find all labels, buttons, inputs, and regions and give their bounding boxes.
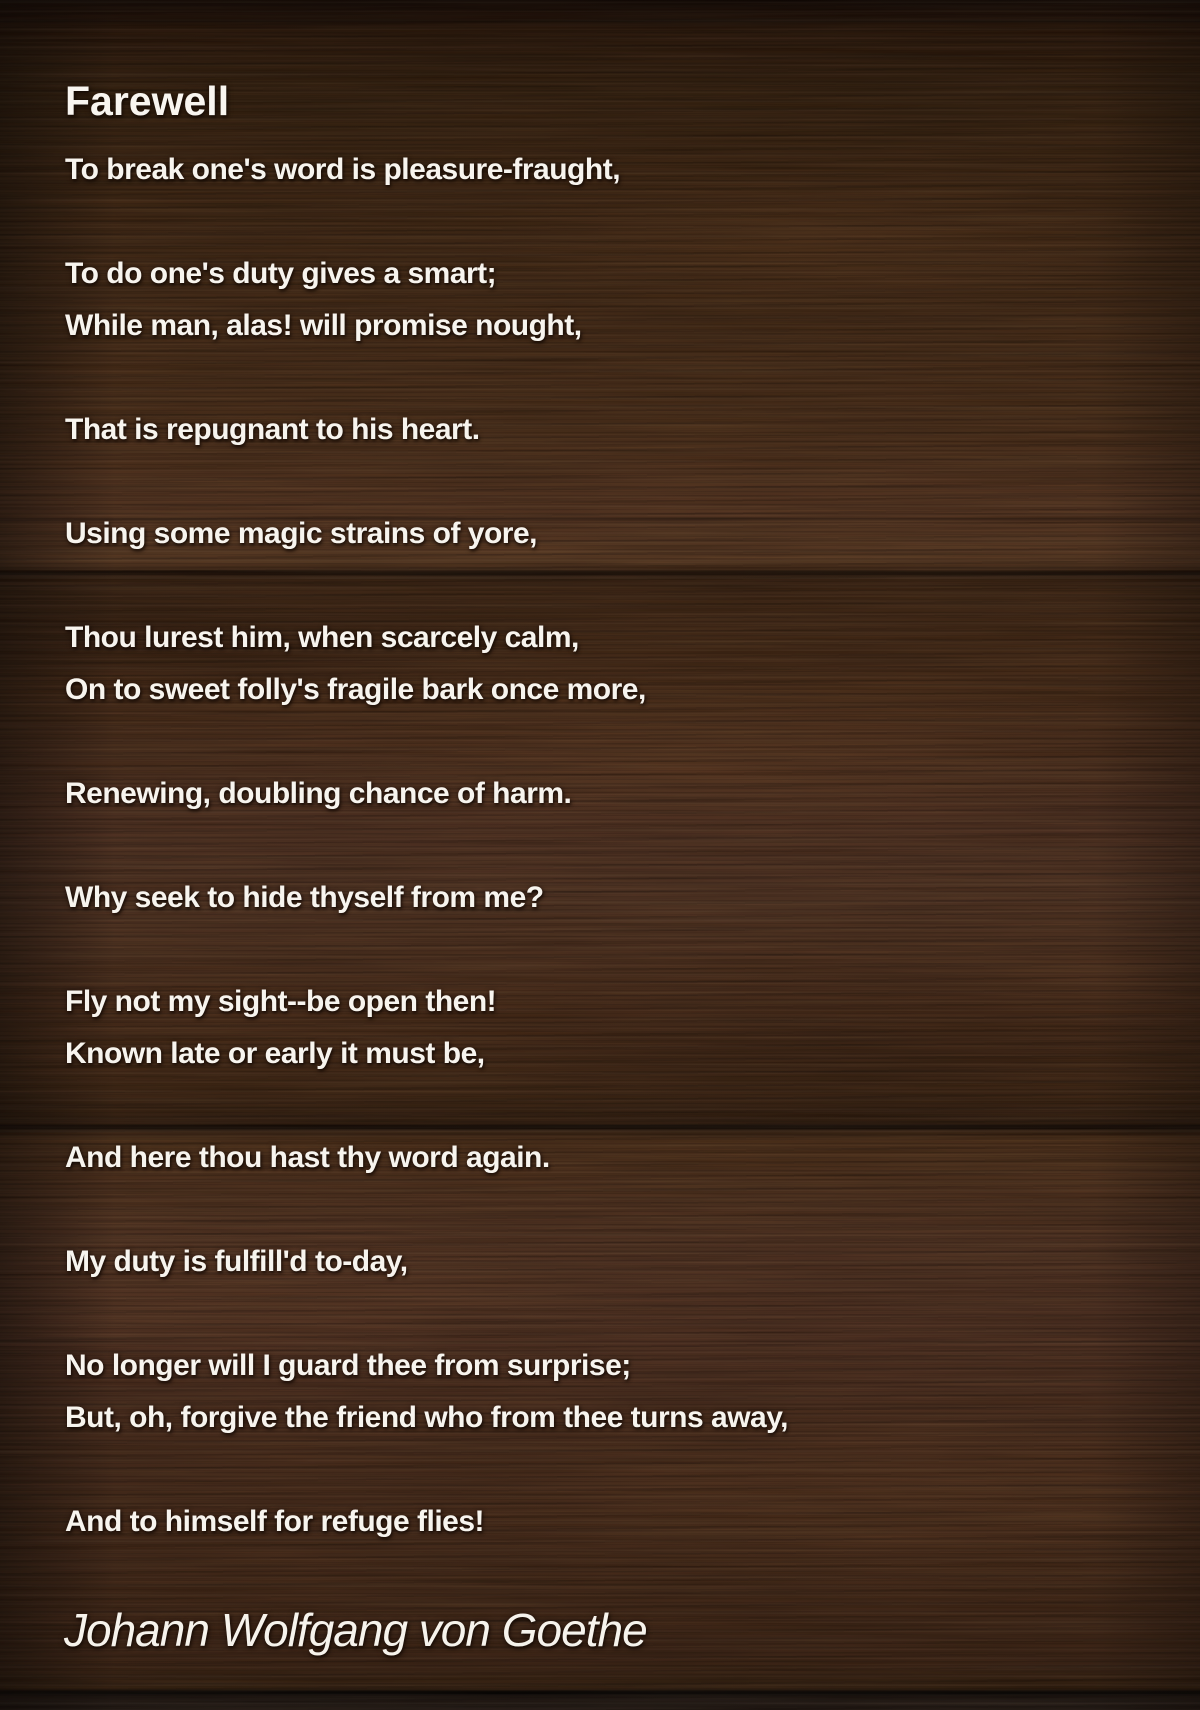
poem-stanza — [65, 976, 1160, 1080]
poem-stanza — [65, 248, 1160, 352]
poem-line: While man, alas! will promise nought, — [65, 309, 582, 342]
poem-line: Using some magic strains of yore, — [65, 517, 537, 550]
poem-line: And to himself for refuge flies! — [65, 1505, 485, 1538]
poem-author: Johann Wolfgang von Goethe — [64, 1604, 647, 1656]
poem-line: And here thou hast thy word again. — [65, 1141, 550, 1174]
poem-line: Thou lurest him, when scarcely calm, — [65, 621, 579, 654]
poem-stanza — [65, 768, 1160, 820]
poem-line: Renewing, doubling chance of harm. — [65, 777, 572, 810]
poem-line: Fly not my sight--be open then! — [65, 985, 497, 1018]
poem-stanza — [65, 144, 1160, 196]
poem-title: Farewell — [65, 78, 230, 125]
poem-line: On to sweet folly's fragile bark once more, — [65, 673, 646, 706]
poem-stanza — [65, 1236, 1160, 1288]
poem-stanza — [65, 1132, 1160, 1184]
poem-stanza — [65, 404, 1160, 456]
poem-line: To break one's word is pleasure-fraught, — [65, 153, 621, 186]
poem-stanza — [65, 1496, 1160, 1548]
poem-stanza — [65, 612, 1160, 716]
poem-stanza — [65, 508, 1160, 560]
poem-line: My duty is fulfill'd to-day, — [65, 1245, 408, 1278]
poem-stanza — [65, 872, 1160, 924]
poem-line: Known late or early it must be, — [65, 1037, 485, 1070]
poem-line: Why seek to hide thyself from me? — [65, 881, 544, 914]
poem-line: That is repugnant to his heart. — [65, 413, 480, 446]
poem-line: But, oh, forgive the friend who from thee turns away, — [65, 1401, 789, 1434]
poem-line: No longer will I guard thee from surprise; — [65, 1349, 631, 1382]
poem-stanza — [65, 1340, 1160, 1444]
poem-line: To do one's duty gives a smart; — [65, 257, 497, 290]
